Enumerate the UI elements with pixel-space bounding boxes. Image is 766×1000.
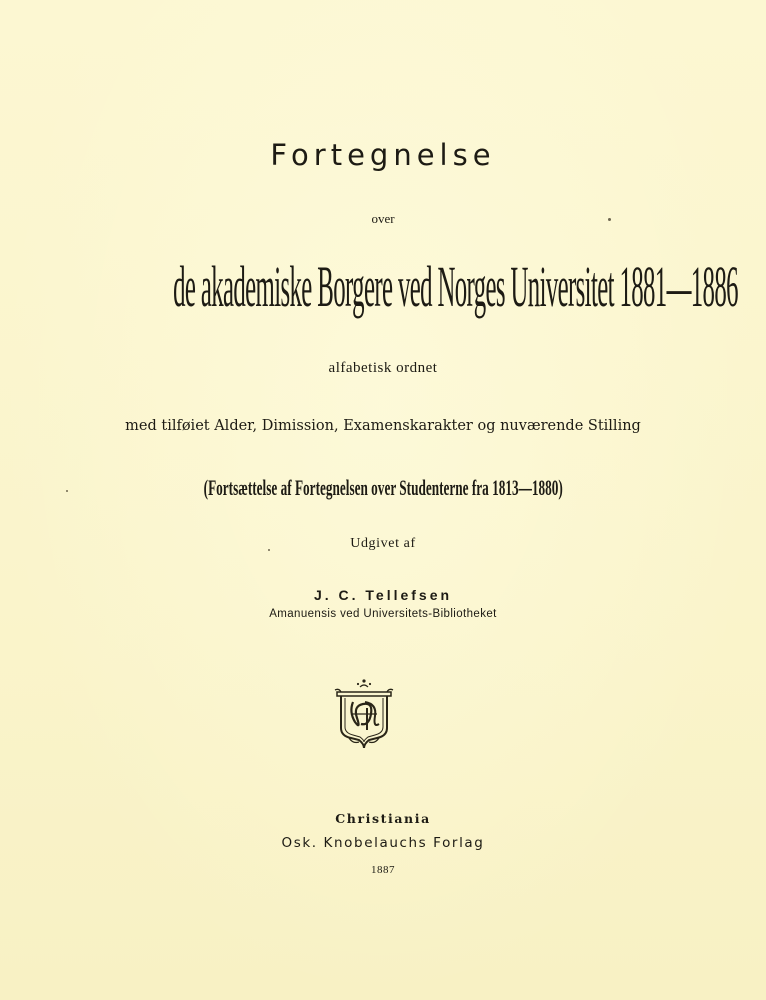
- imprint-publisher: Osk. Knobelauchs Forlag: [281, 835, 485, 851]
- continuation-note: [0, 477, 766, 503]
- main-heading: [0, 253, 766, 319]
- connector-word: over: [371, 211, 395, 226]
- imprint-year: 1887: [371, 864, 395, 876]
- continuation-note-text: (Fortsættelse af Fortegnelsen over Studenterne fra 1813—1880): [203, 475, 563, 501]
- imprint-place: Christiania: [335, 811, 431, 826]
- published-by-label: Udgivet af: [350, 536, 416, 551]
- details-line: med tilføiet Alder, Dimission, Examenskarakter og nuværende Stilling: [125, 418, 641, 434]
- author-name: J. C. Tellefsen: [313, 587, 453, 603]
- paper-speck: [66, 490, 68, 492]
- paper-speck: [268, 549, 270, 551]
- author-role: Amanuensis ved Universitets-Bibliotheket: [269, 608, 497, 620]
- page-title: Fortegnelse: [270, 138, 496, 172]
- paper-speck: [608, 218, 611, 221]
- subtitle: alfabetisk ordnet: [328, 360, 438, 376]
- main-heading-text: de akademiske Borgere ved Norges Universitet 1881—1886: [173, 253, 738, 319]
- publisher-monogram-emblem-icon: [333, 678, 395, 750]
